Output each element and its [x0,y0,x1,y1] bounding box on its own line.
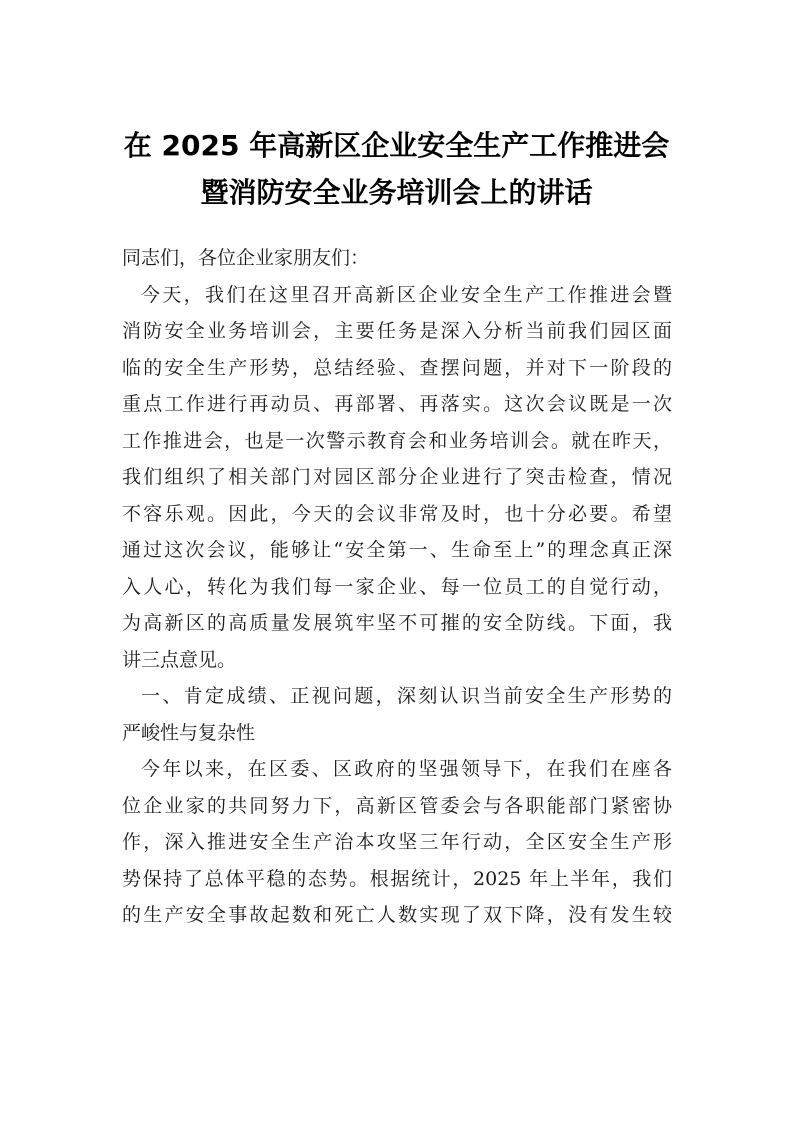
paragraph-line: 临的安全生产形势，总结经验、查摆问题，并对下一阶段的 [122,356,672,379]
heading-line: 严峻性与复杂性 [122,721,256,744]
paragraph-line: 通过这次会议，能够让“安全第一、生命至上”的理念真正深 [122,539,672,561]
paragraph-line: 我们组织了相关部门对园区部分企业进行了突击检查，情况 [122,466,672,488]
paragraph-line: 消防安全业务培训会，主要任务是深入分析当前我们园区面 [122,320,672,342]
title-line: 在 2025 年高新区企业安全生产工作推进会 [123,129,670,162]
document-title [100,122,693,216]
paragraph-line: 不容乐观。因此，今天的会议非常及时，也十分必要。希望 [122,502,672,525]
paragraph-line: 讲三点意见。 [122,648,237,671]
paragraph-line: 为高新区的高质量发展筑牢坚不可摧的安全防线。下面，我 [122,612,672,634]
paragraph-line: 势保持了总体平稳的态势。根据统计，2025 年上半年，我们 [122,867,672,890]
paragraph-intro [122,277,672,679]
paragraph-line: 入人心，转化为我们每一家企业、每一位员工的自觉行动， [122,575,672,598]
section-heading-1 [122,678,672,751]
salutation: 同志们，各位企业家朋友们： [122,247,370,269]
heading-line: 一、肯定成绩、正视问题，深刻认识当前安全生产形势的 [141,685,672,707]
paragraph-line: 重点工作进行再动员、再部署、再落实。这次会议既是一次 [122,393,672,415]
paragraph-line: 位企业家的共同努力下，高新区管委会与各职能部门紧密协 [122,794,672,817]
paragraph-section-1 [122,751,672,934]
paragraph-line: 作，深入推进安全生产治本攻坚三年行动，全区安全生产形 [122,831,672,853]
paragraph-line: 今天，我们在这里召开高新区企业安全生产工作推进会暨 [141,283,672,306]
paragraph-line: 今年以来，在区委、区政府的坚强领导下，在我们在座各 [141,758,672,780]
document-body [122,240,672,934]
paragraph-line: 工作推进会，也是一次警示教育会和业务培训会。就在昨天， [122,429,672,452]
paragraph-line: 的生产安全事故起数和死亡人数实现了双下降，没有发生较 [122,904,672,926]
title-line: 暨消防安全业务培训会上的讲话 [200,176,593,209]
